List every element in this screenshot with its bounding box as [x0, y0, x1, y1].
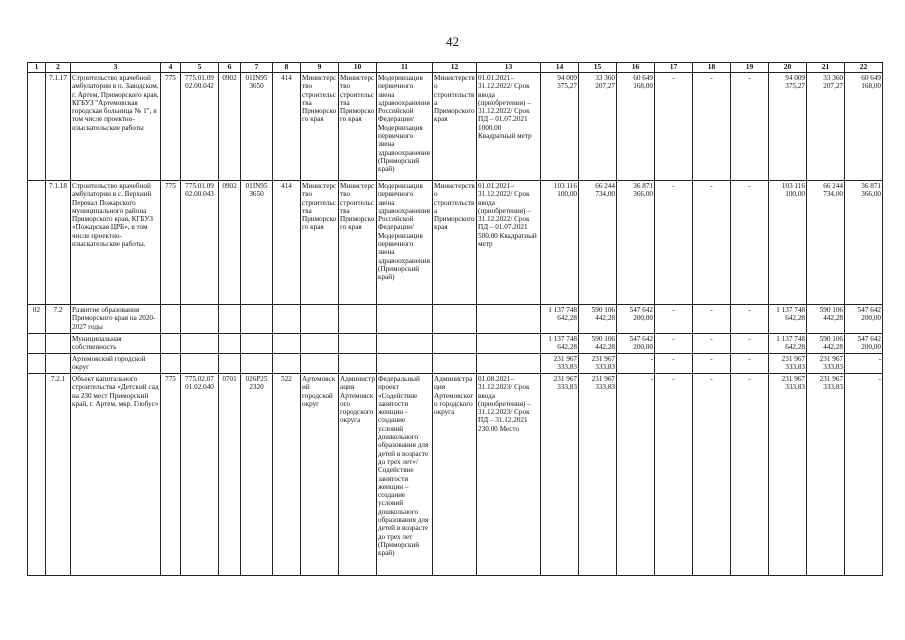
- table-cell: 7.1.17: [46, 73, 71, 181]
- table-cell: 66 244 734,00: [807, 181, 845, 305]
- table-cell: -: [693, 334, 731, 354]
- table-cell: [219, 305, 241, 334]
- table-cell: 01.01.2021–31.12.2022/ Срок ввода (приобретения) – 31.12.2022/ Срок ПД – 01.07.2021 1000.00 Квадратный метр: [477, 73, 541, 181]
- table-cell: [181, 354, 219, 374]
- table-cell: Администрация Артемовского городского округа: [339, 374, 377, 576]
- table-cell: 36 871 366,00: [845, 181, 883, 305]
- column-header: 21: [807, 63, 845, 73]
- column-header: 9: [301, 63, 339, 73]
- column-header: 16: [617, 63, 655, 73]
- table-cell: 231 967 333,83: [541, 354, 579, 374]
- table-cell: -: [731, 73, 769, 181]
- table-cell: Модернизация первичного звена здравоохранения Российской Федерации/Модернизация первичного звена здравоохранения (Приморский край): [377, 73, 433, 181]
- table-cell: 547 642 200,00: [617, 305, 655, 334]
- column-header: 10: [339, 63, 377, 73]
- table-cell: Министерство строительства Приморского края: [433, 73, 477, 181]
- table-cell: Развитие образования Приморского края на 2020-2027 годы: [71, 305, 161, 334]
- table-cell: -: [617, 374, 655, 576]
- table-cell: [273, 334, 301, 354]
- table-cell: [273, 305, 301, 334]
- table-cell: [477, 305, 541, 334]
- table-cell: [46, 354, 71, 374]
- table-cell: 0701: [219, 374, 241, 576]
- column-header: 6: [219, 63, 241, 73]
- table-cell: [161, 354, 181, 374]
- table-cell: Модернизация первичного звена здравоохранения Российской Федерации/ Модернизация первичного звена здравоохранения (Приморский край): [377, 181, 433, 305]
- table-cell: 775: [161, 181, 181, 305]
- table-cell: [433, 305, 477, 334]
- column-header: 20: [769, 63, 807, 73]
- table-cell: [28, 73, 46, 181]
- table-cell: [46, 334, 71, 354]
- table-cell: [477, 334, 541, 354]
- table-cell: [28, 354, 46, 374]
- table-cell: Министерство строительства Приморского края: [433, 181, 477, 305]
- table-cell: -: [655, 334, 693, 354]
- table-cell: Строительство врачебной амбулатории в п. Заводском, г. Артем, Приморского края, КГБУЗ "Артемовская городская больница № 1", в том числе проектно-изыскательские работы: [71, 73, 161, 181]
- table-cell: 01IN95 3650: [241, 73, 273, 181]
- column-header: 3: [71, 63, 161, 73]
- table-cell: 775: [161, 73, 181, 181]
- table-cell: 590 106 442,28: [807, 305, 845, 334]
- table-cell: 0902: [219, 73, 241, 181]
- table-cell: 103 116 100,00: [541, 181, 579, 305]
- table-cell: Объект капитального строительства «Детский сад на 230 мест Приморский край, г. Артем, мкр. Глобус»: [71, 374, 161, 576]
- header-row: [28, 63, 883, 73]
- column-header: 13: [477, 63, 541, 73]
- table-cell: [377, 354, 433, 374]
- table-cell: 547 642 200,00: [617, 334, 655, 354]
- table-cell: [181, 305, 219, 334]
- table-cell: 026P25 2320: [241, 374, 273, 576]
- table-row: [28, 354, 883, 374]
- column-header: 4: [161, 63, 181, 73]
- table-cell: 231 967 333,83: [807, 354, 845, 374]
- table-cell: 7.2: [46, 305, 71, 334]
- table-cell: 231 967 333,83: [579, 374, 617, 576]
- table-row: [28, 181, 883, 305]
- table-cell: -: [731, 181, 769, 305]
- table-cell: [339, 354, 377, 374]
- table-cell: [301, 354, 339, 374]
- table-cell: 547 642 200,00: [845, 305, 883, 334]
- table-cell: [273, 354, 301, 374]
- column-header: 11: [377, 63, 433, 73]
- table-cell: [241, 334, 273, 354]
- table-row: [28, 334, 883, 354]
- table-cell: [161, 334, 181, 354]
- table-cell: -: [693, 374, 731, 576]
- table-cell: Министерство строительства Приморского края: [339, 181, 377, 305]
- table-cell: 1 137 748 642,28: [541, 334, 579, 354]
- table-cell: 414: [273, 181, 301, 305]
- table-cell: 775.01.09 02.00.042: [181, 73, 219, 181]
- table-cell: [241, 305, 273, 334]
- table-cell: Строительство врачебной амбулатории в с. Верхний Перевал Пожарского муниципального района Приморского края, КГБУЗ «Пожарская ЦРБ», в том числе проектно-изыскательские работы.: [71, 181, 161, 305]
- table-cell: 1 137 748 642,28: [541, 305, 579, 334]
- table-cell: 36 871 366,00: [617, 181, 655, 305]
- table-cell: 02: [28, 305, 46, 334]
- table-row: [28, 374, 883, 576]
- table-cell: 231 967 333,83: [807, 374, 845, 576]
- column-header: 12: [433, 63, 477, 73]
- table-cell: Федеральный проект «Содействие занятости женщин - создание условий дошкольного образования для детей в возрасте до трех лет»/Содействие занятости женщин –создание условий дошкольного образования для детей в возрасте до трех лет (Приморский край): [377, 374, 433, 576]
- table-row: [28, 73, 883, 181]
- table-cell: 60 649 168,00: [617, 73, 655, 181]
- column-header: 18: [693, 63, 731, 73]
- table-cell: Администрация Артемовского городского округа: [433, 374, 477, 576]
- table-cell: [28, 334, 46, 354]
- table-cell: 60 649 168,00: [845, 73, 883, 181]
- table-cell: -: [731, 334, 769, 354]
- table-cell: -: [731, 305, 769, 334]
- table-cell: Артемовский городской округ: [301, 374, 339, 576]
- column-header: 19: [731, 63, 769, 73]
- table-cell: 01.01.2021–31.12.2022/ Срок ввода (приобретения) – 31.12.2022/ Срок ПД – 01.07.2021 500.00 Квадратный метр: [477, 181, 541, 305]
- table-cell: -: [617, 354, 655, 374]
- table-cell: 775.02.07 01.02.040: [181, 374, 219, 576]
- column-header: 1: [28, 63, 46, 73]
- table-cell: Муниципальная собственность: [71, 334, 161, 354]
- table-cell: [28, 374, 46, 576]
- column-header: 22: [845, 63, 883, 73]
- table-cell: 7.2.1: [46, 374, 71, 576]
- table-cell: 522: [273, 374, 301, 576]
- table-cell: 33 360 207,27: [807, 73, 845, 181]
- table-cell: -: [693, 354, 731, 374]
- table-cell: 231 967 333,83: [769, 374, 807, 576]
- table-cell: 01IN95 3650: [241, 181, 273, 305]
- table-cell: [433, 354, 477, 374]
- budget-table: [27, 62, 883, 576]
- table-cell: 590 106 442,28: [579, 305, 617, 334]
- table-cell: 1 137 748 642,28: [769, 334, 807, 354]
- table-cell: Артемовский городской округ: [71, 354, 161, 374]
- table-cell: 231 967 333,83: [541, 374, 579, 576]
- column-header: 7: [241, 63, 273, 73]
- table-cell: [339, 334, 377, 354]
- column-header: 2: [46, 63, 71, 73]
- table-cell: -: [655, 73, 693, 181]
- table-cell: 94 009 375,27: [769, 73, 807, 181]
- table-cell: Министерство строительства Приморского края: [301, 73, 339, 181]
- table-cell: 231 967 333,83: [769, 354, 807, 374]
- column-header: 8: [273, 63, 301, 73]
- table-cell: 94 009 375,27: [541, 73, 579, 181]
- table-cell: -: [693, 305, 731, 334]
- table-cell: [339, 305, 377, 334]
- column-header: 5: [181, 63, 219, 73]
- table-cell: 1 137 748 642,28: [769, 305, 807, 334]
- table-cell: [219, 354, 241, 374]
- table-cell: 590 106 442,28: [807, 334, 845, 354]
- table-cell: Министерство строительства Приморского края: [339, 73, 377, 181]
- table-cell: -: [845, 374, 883, 576]
- table-cell: -: [693, 181, 731, 305]
- table-cell: [181, 334, 219, 354]
- table-cell: [219, 334, 241, 354]
- table-cell: 775.01.09 02.00.043: [181, 181, 219, 305]
- column-header: 14: [541, 63, 579, 73]
- table-cell: [377, 334, 433, 354]
- table-cell: 231 967 333,83: [579, 354, 617, 374]
- table-cell: [477, 354, 541, 374]
- table-cell: [161, 305, 181, 334]
- table-cell: [241, 354, 273, 374]
- table-cell: 103 116 100,00: [769, 181, 807, 305]
- column-header: 15: [579, 63, 617, 73]
- table-cell: 01.08.2021–31.12.2023/ Срок ввода (приобретения) – 31.12.2023/ Срок ПД – 31.12.2021 230.00 Место: [477, 374, 541, 576]
- table-cell: 0902: [219, 181, 241, 305]
- table-cell: -: [655, 374, 693, 576]
- table-cell: 775: [161, 374, 181, 576]
- table-cell: [433, 334, 477, 354]
- table-cell: [377, 305, 433, 334]
- table-cell: -: [731, 354, 769, 374]
- table-row: [28, 305, 883, 334]
- table-cell: -: [693, 73, 731, 181]
- table-cell: [301, 334, 339, 354]
- table-cell: 414: [273, 73, 301, 181]
- table-cell: -: [655, 305, 693, 334]
- table-cell: 547 642 200,00: [845, 334, 883, 354]
- table-cell: 33 360 207,27: [579, 73, 617, 181]
- table-cell: Министерство строительства Приморского края: [301, 181, 339, 305]
- column-header: 17: [655, 63, 693, 73]
- table-cell: -: [731, 374, 769, 576]
- table-cell: 7.1.18: [46, 181, 71, 305]
- table-cell: -: [655, 181, 693, 305]
- page-number: 42: [446, 34, 459, 49]
- table-cell: -: [655, 354, 693, 374]
- table-cell: [301, 305, 339, 334]
- table-cell: [28, 181, 46, 305]
- table-cell: 590 106 442,28: [579, 334, 617, 354]
- table-cell: 66 244 734,00: [579, 181, 617, 305]
- table-cell: -: [845, 354, 883, 374]
